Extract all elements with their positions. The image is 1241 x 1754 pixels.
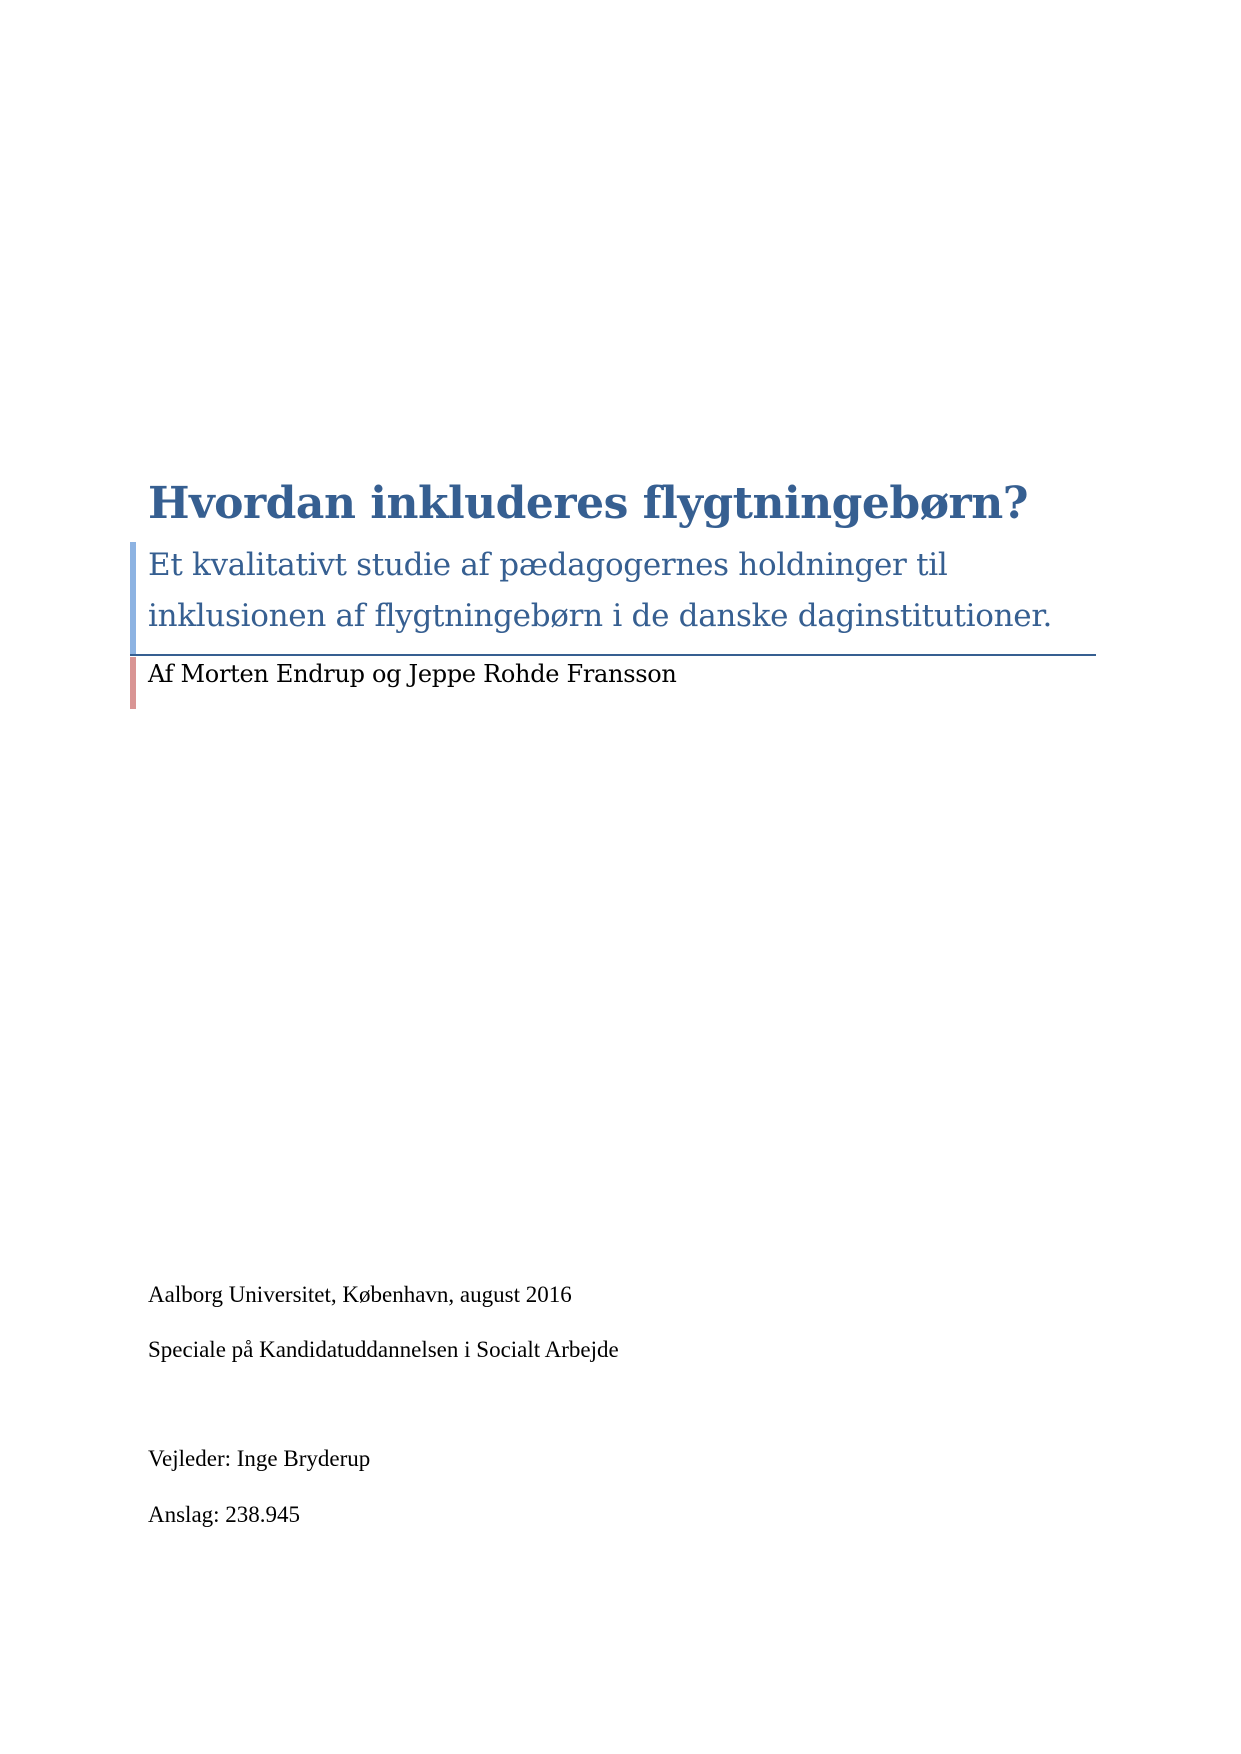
subtitle-accent-bar (130, 542, 136, 654)
title-divider (130, 654, 1096, 656)
character-count-line: Anslag: 238.945 (148, 1502, 301, 1527)
supervisor-line: Vejleder: Inge Bryderup (148, 1446, 371, 1471)
document-subtitle (148, 540, 1108, 642)
subtitle-line-1: Et kvalitativt studie af pædagogernes holdninger til (148, 547, 948, 583)
program-line: Speciale på Kandidatuddannelsen i Socialt Arbejde (148, 1337, 619, 1362)
document-authors: Af Morten Endrup og Jeppe Rohde Fransson (148, 660, 677, 688)
author-accent-bar (130, 657, 136, 709)
subtitle-line-2: inklusionen af flygtningebørn i de danske daginstitutioner. (148, 598, 1053, 634)
document-title: Hvordan inkluderes flygtningebørn? (148, 478, 1028, 529)
institution-line: Aalborg Universitet, København, august 2016 (148, 1282, 572, 1307)
